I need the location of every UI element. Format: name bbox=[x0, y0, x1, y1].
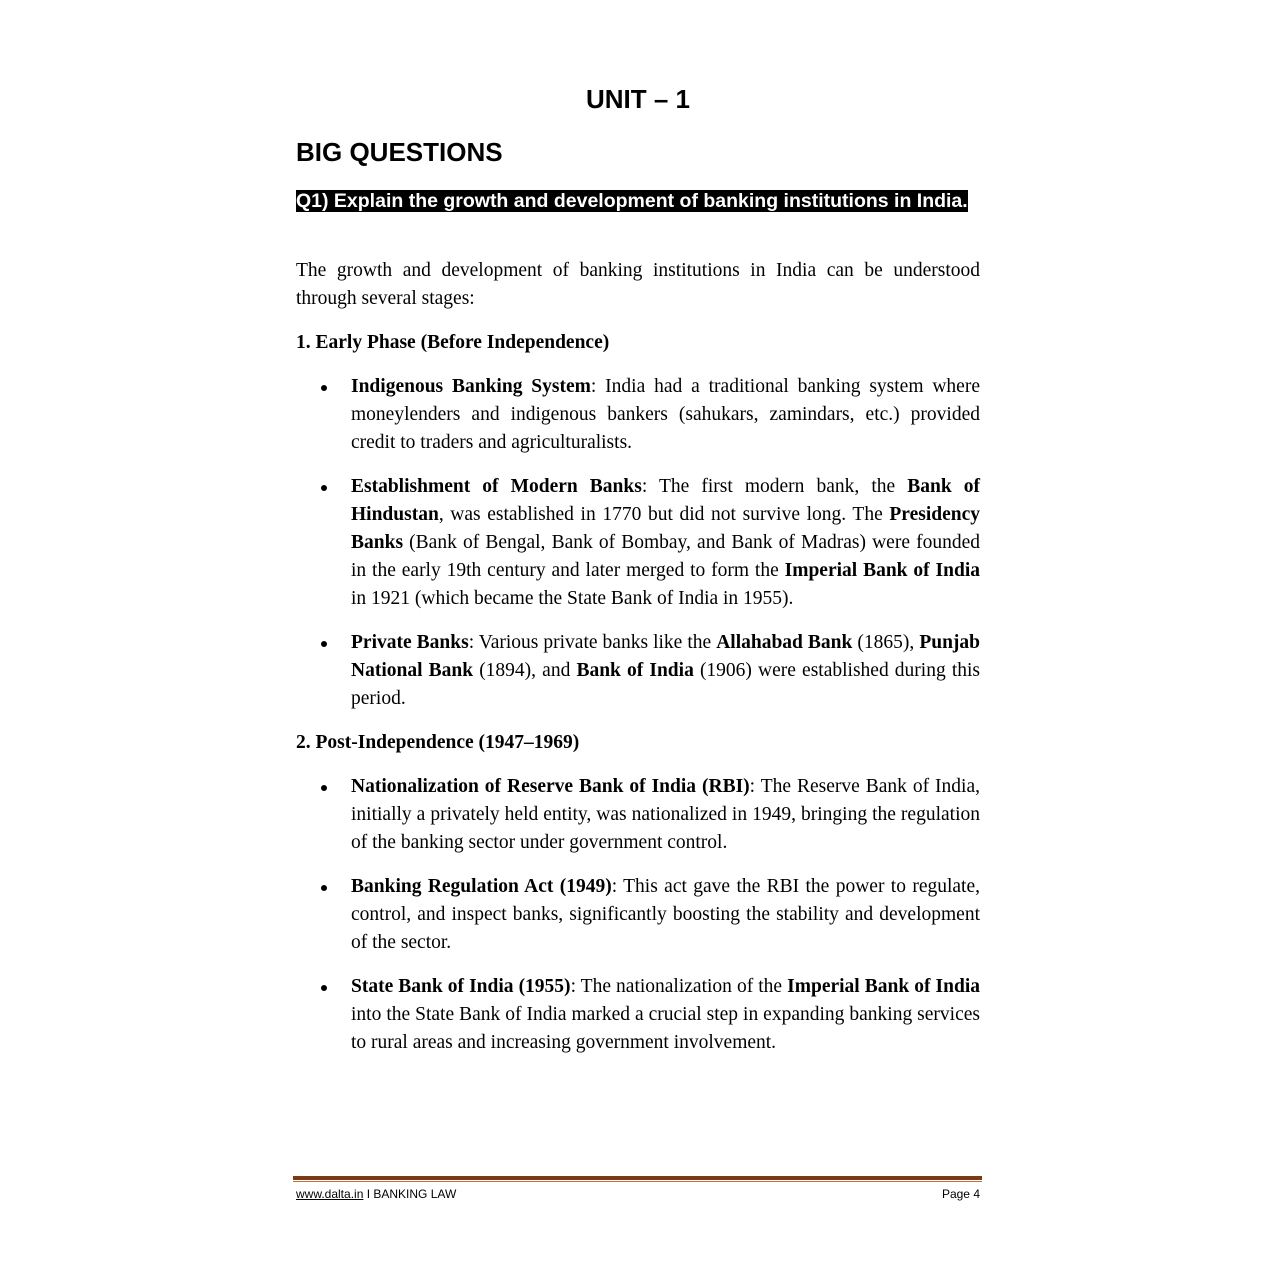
footer-label: I BANKING LAW bbox=[363, 1187, 457, 1201]
page-footer bbox=[296, 1187, 980, 1201]
bold-text: Allahabad Bank bbox=[716, 632, 853, 653]
bold-text: Imperial Bank of India bbox=[784, 560, 980, 581]
bold-text: Presidency Banks bbox=[351, 504, 980, 553]
item-text: in 1921 (which became the State Bank of India in 1955). bbox=[351, 588, 794, 609]
footer-site-link[interactable]: www.dalta.in bbox=[296, 1187, 364, 1201]
question-heading bbox=[296, 187, 980, 215]
term: Banking Regulation Act (1949) bbox=[351, 876, 612, 897]
bullet-icon bbox=[321, 885, 327, 891]
footer-rule-thin bbox=[293, 1181, 982, 1182]
question-text: Q1) Explain the growth and development of banking institutions in India. bbox=[296, 190, 968, 212]
list-item bbox=[296, 373, 980, 457]
bullet-icon bbox=[321, 385, 327, 391]
list-item bbox=[296, 773, 980, 857]
phase1-heading: 1. Early Phase (Before Independence) bbox=[296, 332, 610, 353]
bold-text: Bank of Hindustan bbox=[351, 476, 980, 525]
phase1-list bbox=[296, 373, 980, 713]
bullet-icon bbox=[321, 985, 327, 991]
bold-text: Bank of India bbox=[576, 660, 694, 681]
term: Indigenous Banking System bbox=[351, 376, 591, 397]
phase2-list bbox=[296, 773, 980, 1057]
term: State Bank of India (1955) bbox=[351, 976, 571, 997]
list-item bbox=[296, 873, 980, 957]
list-item bbox=[296, 473, 980, 613]
term: Nationalization of Reserve Bank of India (RBI) bbox=[351, 776, 750, 797]
page-number: Page 4 bbox=[941, 1187, 980, 1201]
item-text: (1865), bbox=[852, 632, 920, 653]
list-item bbox=[296, 629, 980, 713]
unit-title: UNIT – 1 bbox=[585, 84, 691, 114]
item-text: : This act gave the RBI the power to regulate, control, and inspect banks, significantly boosting the stability and development of the sector. bbox=[351, 876, 981, 953]
item-text: : India had a traditional banking system where moneylenders and indigenous bankers (sahukars, zamindars, etc.) provided credit to traders and agriculturalists. bbox=[351, 376, 980, 453]
bullet-icon bbox=[321, 785, 327, 791]
list-item bbox=[296, 973, 980, 1057]
phase2-heading: 2. Post-Independence (1947–1969) bbox=[296, 732, 580, 753]
term: Private Banks bbox=[351, 632, 469, 653]
section-title: BIG QUESTIONS bbox=[296, 137, 503, 167]
intro-paragraph: The growth and development of banking institutions in India can be understood through several stages: bbox=[296, 260, 980, 309]
bold-text: Punjab National Bank bbox=[351, 632, 981, 681]
term: Establishment of Modern Banks bbox=[351, 476, 642, 497]
item-text: : The Reserve Bank of India, initially a privately held entity, was nationalized in 1949, bringing the regulation of the banking sector under government control. bbox=[351, 776, 980, 853]
item-text: (Bank of Bengal, Bank of Bombay, and Bank of Madras) were founded in the early 19th century and later merged to form the bbox=[351, 532, 980, 581]
item-text: into the State Bank of India marked a crucial step in expanding banking services to rural areas and increasing government involvement. bbox=[351, 1004, 980, 1053]
bullet-icon bbox=[321, 641, 327, 647]
item-text: : Various private banks like the bbox=[468, 632, 717, 653]
answer-body bbox=[296, 257, 980, 1073]
footer-rule bbox=[293, 1176, 982, 1180]
item-text: : The nationalization of the bbox=[570, 976, 788, 997]
item-text: : The first modern bank, the bbox=[641, 476, 908, 497]
bullet-icon bbox=[321, 485, 327, 491]
bold-text: Imperial Bank of India bbox=[787, 976, 980, 997]
document-page bbox=[296, 0, 980, 1275]
item-text: (1906) were established during this period. bbox=[351, 660, 981, 709]
item-text: , was established in 1770 but did not survive long. The bbox=[438, 504, 890, 525]
item-text: (1894), and bbox=[473, 660, 577, 681]
